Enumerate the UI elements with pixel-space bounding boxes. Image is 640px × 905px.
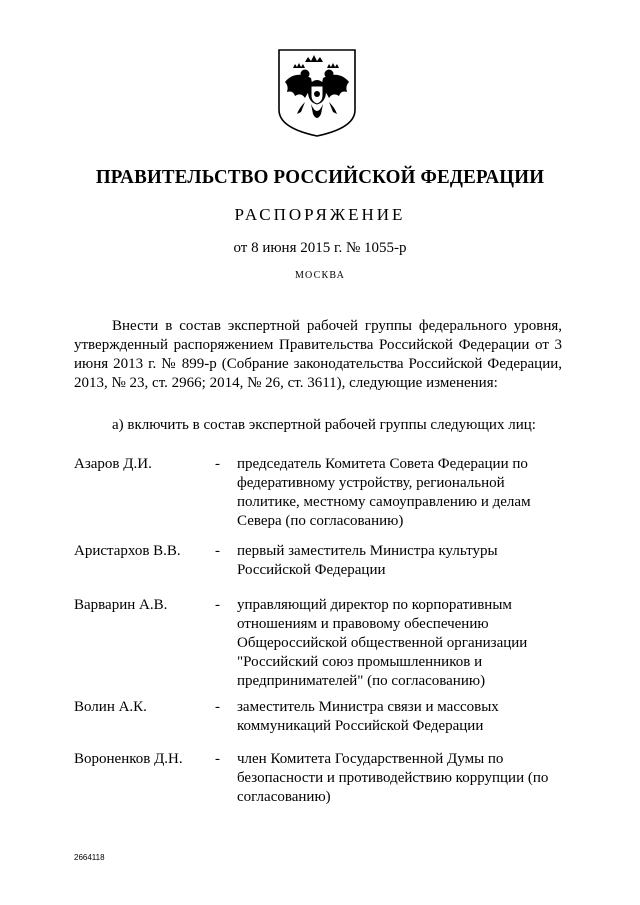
member-dash: -: [215, 543, 220, 559]
member-dash: -: [215, 597, 220, 613]
member-description: член Комитета Государственной Думы по безопасности и противодействию коррупции (по согласованию): [237, 751, 549, 805]
coat-of-arms-icon: [275, 48, 359, 138]
body-paragraph: Внести в состав экспертной рабочей группы федерального уровня, утвержденный распоряжением Правительства Российской Федерации от 3 июня 2013 г. № 899-р (Собрание законодательства Российской Федерации, 2013, № 23, ст. 2966; 2014, № 26, ст. 3611), следующие изменения:: [74, 318, 562, 391]
member-name: Варварин А.В.: [74, 597, 168, 613]
member-dash: -: [215, 456, 220, 472]
member-description: первый заместитель Министра культуры Российской Федерации: [237, 543, 498, 578]
document-date-number: от 8 июня 2015 г. № 1055-р: [233, 240, 407, 256]
member-name: Вороненков Д.Н.: [74, 751, 183, 767]
member-name: Аристархов В.В.: [74, 543, 181, 559]
member-description: председатель Комитета Совета Федерации по федеративному устройству, региональной политике, местному самоуправлению и делам Севера (по согласованию): [237, 456, 531, 529]
member-name: Волин А.К.: [74, 699, 147, 715]
member-name: Азаров Д.И.: [74, 456, 152, 472]
member-description: управляющий директор по корпоративным отношениям и правовому обеспечению Общероссийской общественной организации "Российский союз промышленников и предпринимателей" (по согласованию): [237, 597, 528, 689]
item-a: а) включить в состав экспертной рабочей группы следующих лиц:: [112, 417, 536, 433]
document-type: РАСПОРЯЖЕНИЕ: [234, 205, 406, 224]
document-code: 2664118: [74, 853, 105, 862]
member-description: заместитель Министра связи и массовых коммуникаций Российской Федерации: [237, 699, 499, 734]
government-title: ПРАВИТЕЛЬСТВО РОССИЙСКОЙ ФЕДЕРАЦИИ: [95, 166, 545, 188]
document-city: МОСКВА: [294, 270, 346, 281]
member-dash: -: [215, 699, 220, 715]
member-dash: -: [215, 751, 220, 767]
